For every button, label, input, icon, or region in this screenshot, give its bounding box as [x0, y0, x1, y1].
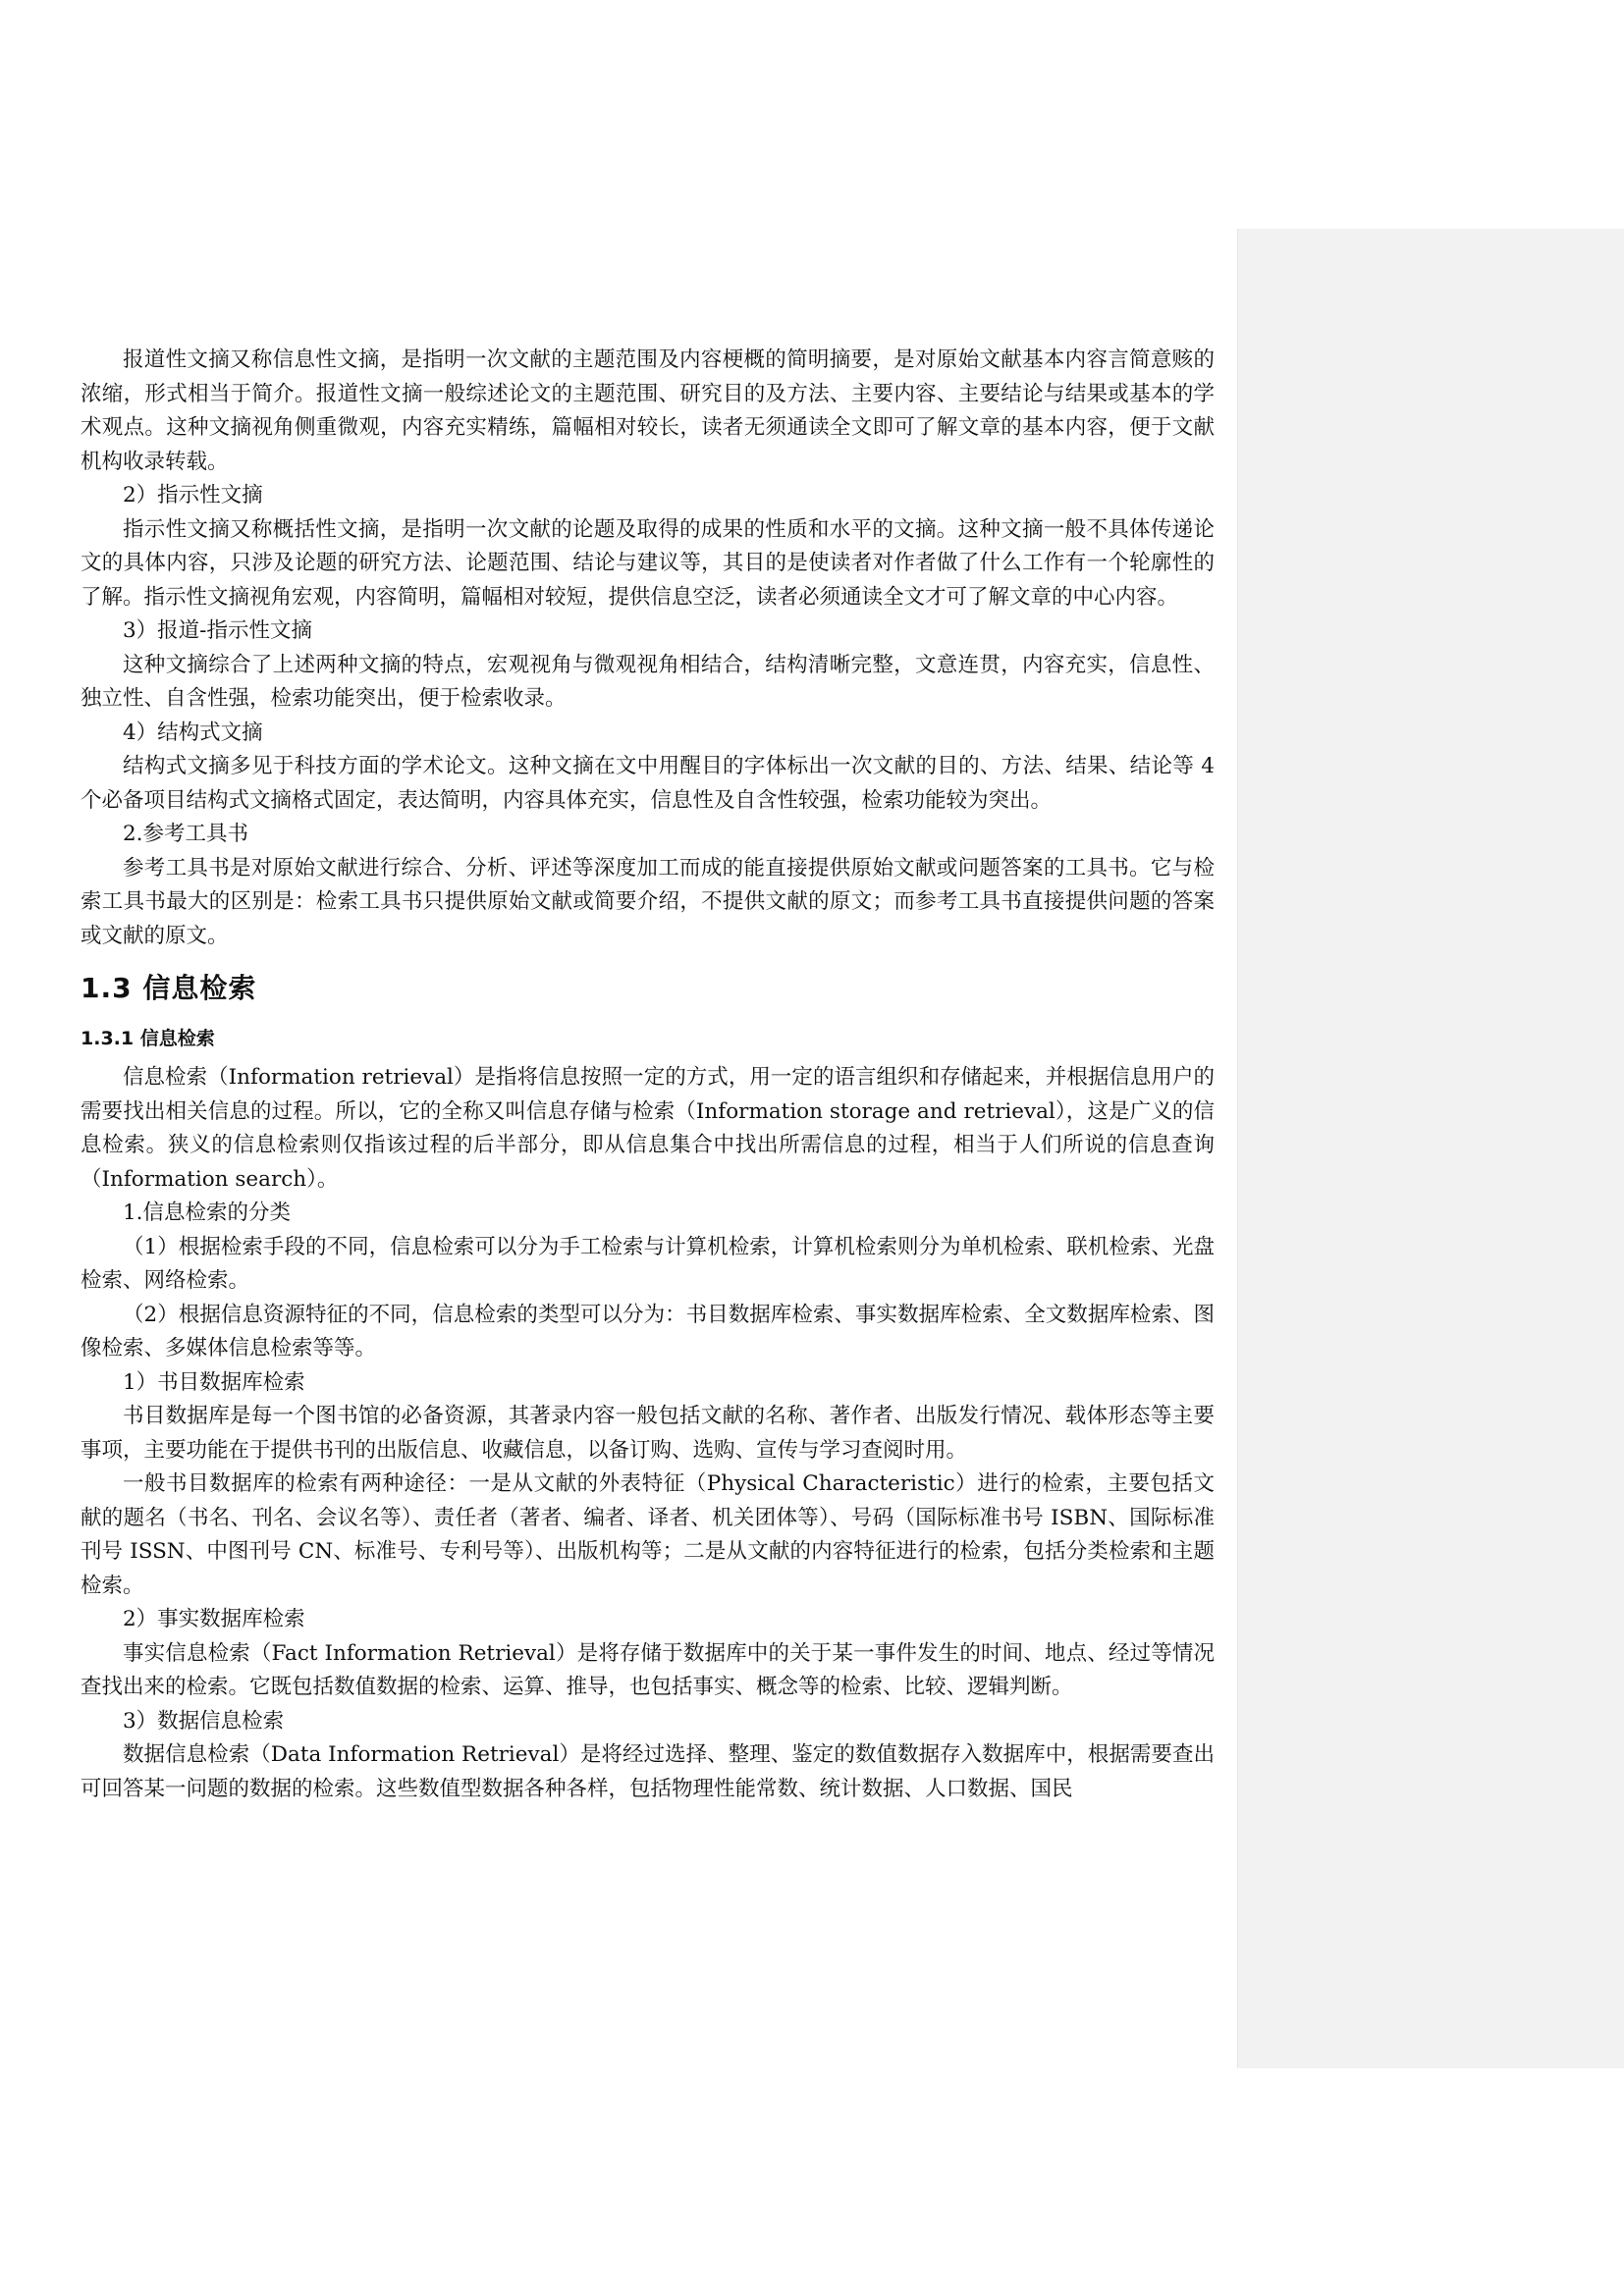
list-heading: 2）指示性文摘: [123, 483, 263, 507]
list-heading: 3）数据信息检索: [123, 1708, 285, 1734]
list-heading: 2）事实数据库检索: [123, 1607, 305, 1631]
paragraph: 事实信息检索（Fact Information Retrieval）是将存储于数据库中的关于某一事件发生的时间、地点、经过等情况查找出来的检索。它既包括数值数据的检索、运算、推导，也包括事实、概念等的检索、比较、逻辑判断。: [81, 1640, 1215, 1699]
paragraph: 一般书目数据库的检索有两种途径：一是从文献的外表特征（Physical Characteristic）进行的检索，主要包括文献的题名（书名、刊名、会议名等）、责任者（著者、编者、译者、机关团体等）、号码（国际标准书号 ISBN、国际标准刊号 ISSN、中图刊号 CN、标准号、专利号等）、出版机构等；二是从文献的内容特征进行的检索，包括分类检索和主题检索。: [81, 1471, 1215, 1598]
comment-margin-pane: [1237, 229, 1624, 2068]
paragraph: 数据信息检索（Data Information Retrieval）是将经过选择、整理、鉴定的数值数据存入数据库中，根据需要查出可回答某一问题的数据的检索。这些数值型数据各种各样，包括物理性能常数、统计数据、人口数据、国民: [81, 1742, 1215, 1801]
paragraph: 报道性文摘又称信息性文摘，是指明一次文献的主题范围及内容梗概的简明摘要，是对原始文献基本内容言简意赅的浓缩，形式相当于简介。报道性文摘一般综述论文的主题范围、研究目的及方法、主要内容、主要结论与结果或基本的学术观点。这种文摘视角侧重微观，内容充实精练，篇幅相对较长，读者无须通读全文即可了解文章的基本内容，便于文献机构收录转载。: [81, 347, 1215, 474]
document-body: [81, 344, 1215, 1806]
list-heading: 1）书目数据库检索: [123, 1369, 305, 1395]
paragraph: （2）根据信息资源特征的不同，信息检索的类型可以分为：书目数据库检索、事实数据库检索、全文数据库检索、图像检索、多媒体信息检索等等。: [81, 1302, 1215, 1361]
paragraph: 书目数据库是每一个图书馆的必备资源，其著录内容一般包括文献的名称、著作者、出版发行情况、载体形态等主要事项，主要功能在于提供书刊的出版信息、收藏信息，以备订购、选购、宣传与学习查阅时用。: [81, 1404, 1215, 1463]
list-heading: 2.参考工具书: [123, 822, 249, 846]
paragraph: （1）根据检索手段的不同，信息检索可以分为手工检索与计算机检索，计算机检索则分为单机检索、联机检索、光盘检索、网络检索。: [81, 1234, 1215, 1293]
text-section-abstract-types: [81, 344, 1215, 953]
list-heading: 3）报道-指示性文摘: [123, 618, 312, 643]
paragraph: 这种文摘综合了上述两种文摘的特点，宏观视角与微观视角相结合，结构清晰完整，文意连贯，内容充实，信息性、独立性、自含性强，检索功能突出，便于检索收录。: [81, 652, 1215, 711]
subsection-heading: 1.3.1 信息检索: [81, 1028, 215, 1049]
text-section-information-retrieval: [81, 1061, 1215, 1806]
paragraph: 信息检索（Information retrieval）是指将信息按照一定的方式，用一定的语言组织和存储起来，并根据信息用户的需要找出相关信息的过程。所以，它的全称又叫信息存储与检索（Information storage and retrieval），这是广义的信息检索。狭义的信息检索则仅指该过程的后半部分，即从信息集合中找出所需信息的过程，相当于人们所说的信息查询（Information search）。: [81, 1065, 1215, 1192]
section-heading: 1.3 信息检索: [81, 972, 257, 1004]
list-heading: 1.信息检索的分类: [123, 1201, 292, 1225]
paragraph: 参考工具书是对原始文献进行综合、分析、评述等深度加工而成的能直接提供原始文献或问题答案的工具书。它与检索工具书最大的区别是：检索工具书只提供原始文献或简要介绍，不提供文献的原文；而参考工具书直接提供问题的答案或文献的原文。: [81, 855, 1215, 948]
list-heading: 4）结构式文摘: [123, 720, 263, 745]
paragraph: 结构式文摘多见于科技方面的学术论文。这种文摘在文中用醒目的字体标出一次文献的目的、方法、结果、结论等 4 个必备项目结构式文摘格式固定，表达简明，内容具体充实，信息性及自含性较强，检索功能较为突出。: [81, 754, 1215, 813]
paragraph: 指示性文摘又称概括性文摘，是指明一次文献的论题及取得的成果的性质和水平的文摘。这种文摘一般不具体传递论文的具体内容，只涉及论题的研究方法、论题范围、结论与建议等，其目的是使读者对作者做了什么工作有一个轮廓性的了解。指示性文摘视角宏观，内容简明，篇幅相对较短，提供信息空泛，读者必须通读全文才可了解文章的中心内容。: [81, 516, 1215, 610]
